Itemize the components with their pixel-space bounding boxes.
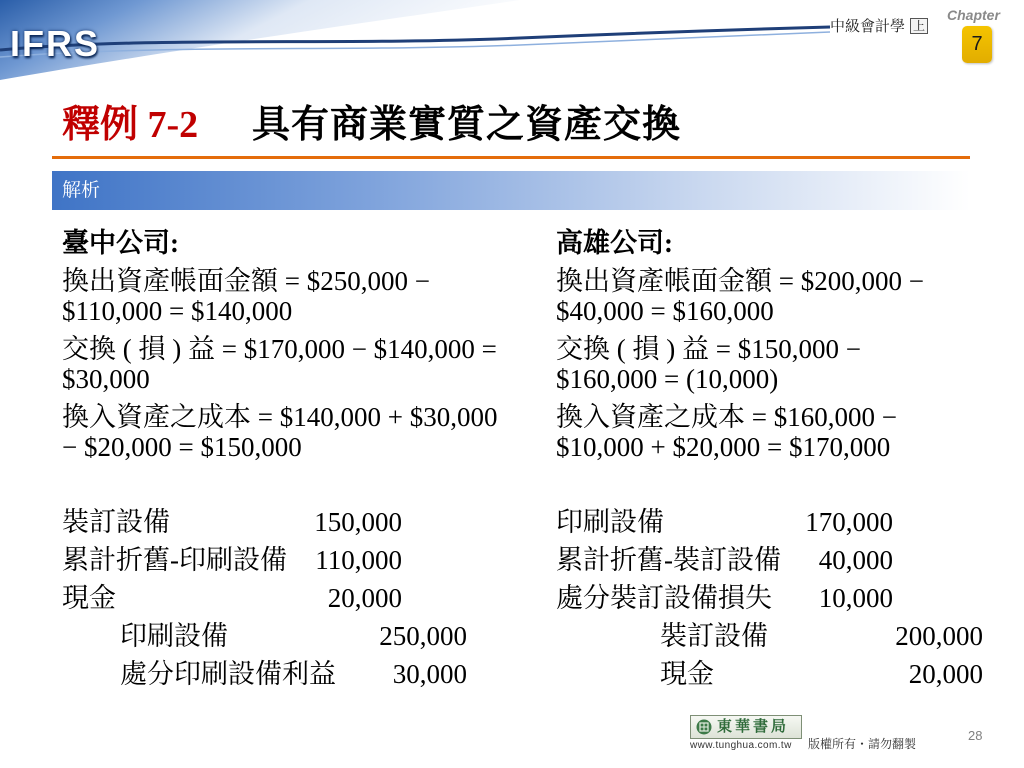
title-divider (52, 156, 970, 159)
account-name: 現金 (660, 659, 714, 689)
amount: 10,000 (818, 583, 893, 613)
journal-row (556, 579, 996, 617)
calculation-line: $30,000 (62, 364, 150, 394)
publisher-seal-icon (696, 719, 712, 735)
amount: 40,000 (818, 545, 893, 575)
amount: 150,000 (314, 507, 402, 537)
calculation-asset-cost (556, 402, 996, 462)
calculation-line: $10,000 + $20,000 = $170,000 (556, 432, 891, 462)
ifrs-logo: IFRS (10, 23, 101, 64)
account-name: 累計折舊-印刷設備 (62, 545, 287, 575)
example-label: 釋例 7-2 (62, 104, 199, 146)
calculation-asset-cost (62, 402, 532, 462)
calculation-exchange-gain-loss (62, 334, 532, 394)
journal-row (556, 503, 996, 541)
account-name: 印刷設備 (556, 507, 664, 537)
calculation-line: 換出資產帳面金額 = $250,000 − (62, 266, 430, 296)
calculation-exchange-gain-loss (556, 334, 996, 394)
amount: 200,000 (895, 621, 983, 651)
calculation-line: $160,000 = (10,000) (556, 364, 779, 394)
journal-row (556, 617, 996, 655)
company-column-kaohsiung (556, 228, 996, 698)
account-name: 處分裝訂設備損失 (556, 583, 772, 613)
calculation-book-value (62, 266, 532, 326)
journal-row (62, 655, 532, 693)
header-swoosh (0, 0, 1024, 95)
amount: 170,000 (805, 507, 893, 537)
section-band (52, 171, 970, 210)
account-name: 裝訂設備 (660, 621, 768, 651)
copyright-notice: 版權所有・請勿翻製 (808, 737, 917, 751)
account-name: 裝訂設備 (62, 507, 170, 537)
chapter-number-tab (962, 26, 992, 63)
book-title-text: 中級會計學 (830, 18, 906, 35)
chapter-label: Chapter (947, 7, 1000, 23)
slide-header (0, 0, 1024, 95)
chapter-number: 7 (971, 33, 983, 55)
amount: 20,000 (327, 583, 402, 613)
publisher-logo (690, 715, 802, 752)
account-name: 累計折舊-裝訂設備 (556, 545, 781, 575)
calculation-line: 交換 ( 損 ) 益 = $170,000 − $140,000 = (62, 334, 497, 364)
journal-row (62, 617, 532, 655)
company-column-taichung (62, 228, 532, 698)
book-title (830, 17, 928, 37)
account-name: 印刷設備 (120, 621, 228, 651)
page-title: 具有商業實質之資產交換 (252, 104, 682, 146)
calculation-line: 交換 ( 損 ) 益 = $150,000 − (556, 334, 861, 364)
publisher-website: www.tunghua.com.tw (690, 740, 792, 751)
journal-entry (556, 503, 996, 693)
calculation-line: − $20,000 = $150,000 (62, 432, 302, 462)
volume-badge: 上 (910, 18, 928, 34)
calculation-line: 換入資產之成本 = $140,000 + $30,000 (62, 402, 498, 432)
calculation-book-value (556, 266, 996, 326)
amount: 30,000 (392, 659, 467, 689)
calculation-line: 換出資產帳面金額 = $200,000 − (556, 266, 924, 296)
calculation-line: $110,000 = $140,000 (62, 296, 293, 326)
amount: 250,000 (379, 621, 467, 651)
section-label: 解析 (62, 180, 101, 201)
account-name: 現金 (62, 583, 116, 613)
page-number: 28 (968, 728, 983, 743)
journal-row (556, 655, 996, 693)
journal-row (556, 541, 996, 579)
calculation-line: $40,000 = $160,000 (556, 296, 774, 326)
publisher-name: 東華書局 (717, 719, 790, 735)
journal-row (62, 503, 532, 541)
journal-row (62, 579, 532, 617)
publisher-logo-box (690, 715, 802, 739)
amount: 110,000 (315, 545, 402, 575)
company-name: 高雄公司: (556, 228, 673, 258)
journal-row (62, 541, 532, 579)
account-name: 處分印刷設備利益 (120, 659, 336, 689)
amount: 20,000 (908, 659, 983, 689)
journal-entry (62, 503, 532, 693)
company-name: 臺中公司: (62, 228, 179, 258)
calculation-line: 換入資產之成本 = $160,000 − (556, 402, 897, 432)
